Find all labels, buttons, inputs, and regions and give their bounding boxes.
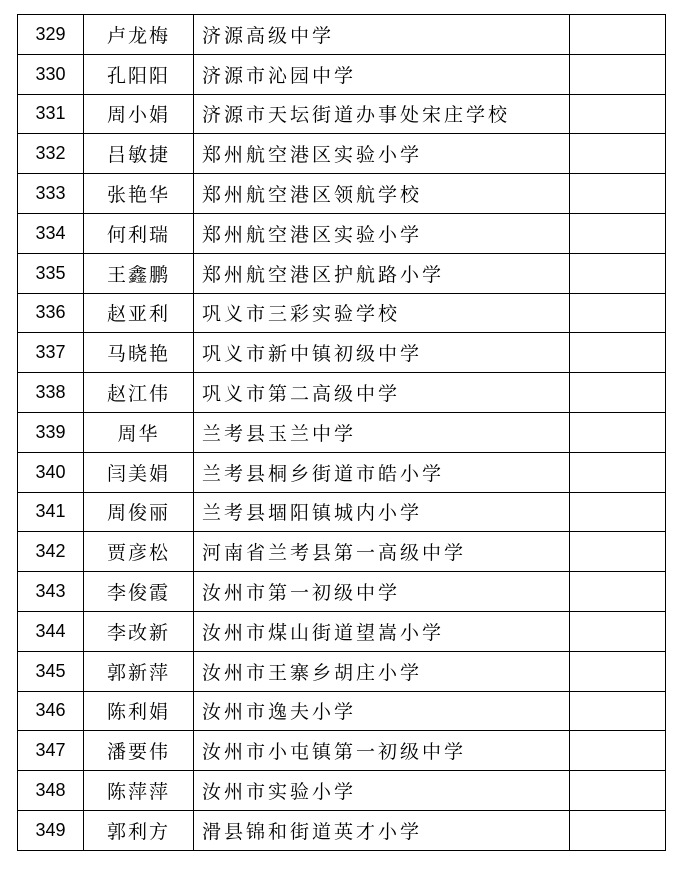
school-name-cell: 河南省兰考县第一高级中学: [194, 532, 570, 572]
remarks-cell: [570, 731, 666, 771]
remarks-cell: [570, 611, 666, 651]
school-name-cell: 济源高级中学: [194, 15, 570, 55]
row-number-cell: 346: [18, 691, 84, 731]
row-number-cell: 336: [18, 293, 84, 333]
remarks-cell: [570, 412, 666, 452]
remarks-cell: [570, 333, 666, 373]
teacher-name-cell: 郭新萍: [84, 651, 194, 691]
school-name-cell: 兰考县桐乡街道市皓小学: [194, 452, 570, 492]
table-row: [18, 333, 666, 373]
table-row: [18, 213, 666, 253]
remarks-cell: [570, 572, 666, 612]
row-number-cell: 329: [18, 15, 84, 55]
remarks-cell: [570, 452, 666, 492]
remarks-cell: [570, 134, 666, 174]
remarks-cell: [570, 253, 666, 293]
table-row: [18, 94, 666, 134]
school-name-cell: 郑州航空港区实验小学: [194, 213, 570, 253]
teacher-name-cell: 闫美娟: [84, 452, 194, 492]
school-name-cell: 济源市天坛街道办事处宋庄学校: [194, 94, 570, 134]
school-name-cell: 汝州市小屯镇第一初级中学: [194, 731, 570, 771]
table-row: [18, 731, 666, 771]
school-name-cell: 巩义市第二高级中学: [194, 373, 570, 413]
teacher-name-cell: 郭利方: [84, 810, 194, 850]
remarks-cell: [570, 94, 666, 134]
table-row: [18, 452, 666, 492]
teacher-name-cell: 李改新: [84, 611, 194, 651]
school-name-cell: 汝州市逸夫小学: [194, 691, 570, 731]
remarks-cell: [570, 54, 666, 94]
school-name-cell: 郑州航空港区领航学校: [194, 174, 570, 214]
row-number-cell: 347: [18, 731, 84, 771]
roster-table: [17, 14, 666, 851]
teacher-name-cell: 赵江伟: [84, 373, 194, 413]
teacher-name-cell: 潘要伟: [84, 731, 194, 771]
row-number-cell: 332: [18, 134, 84, 174]
row-number-cell: 341: [18, 492, 84, 532]
row-number-cell: 342: [18, 532, 84, 572]
teacher-name-cell: 孔阳阳: [84, 54, 194, 94]
remarks-cell: [570, 15, 666, 55]
remarks-cell: [570, 651, 666, 691]
table-row: [18, 134, 666, 174]
row-number-cell: 344: [18, 611, 84, 651]
table-row: [18, 15, 666, 55]
row-number-cell: 349: [18, 810, 84, 850]
row-number-cell: 338: [18, 373, 84, 413]
row-number-cell: 333: [18, 174, 84, 214]
table-row: [18, 293, 666, 333]
school-name-cell: 济源市沁园中学: [194, 54, 570, 94]
row-number-cell: 331: [18, 94, 84, 134]
teacher-name-cell: 吕敏捷: [84, 134, 194, 174]
row-number-cell: 339: [18, 412, 84, 452]
table-row: [18, 373, 666, 413]
school-name-cell: 汝州市实验小学: [194, 771, 570, 811]
school-name-cell: 郑州航空港区实验小学: [194, 134, 570, 174]
teacher-name-cell: 陈利娟: [84, 691, 194, 731]
table-row: [18, 54, 666, 94]
row-number-cell: 345: [18, 651, 84, 691]
teacher-name-cell: 张艳华: [84, 174, 194, 214]
teacher-name-cell: 王鑫鹏: [84, 253, 194, 293]
remarks-cell: [570, 293, 666, 333]
remarks-cell: [570, 771, 666, 811]
table-row: [18, 771, 666, 811]
table-row: [18, 572, 666, 612]
remarks-cell: [570, 810, 666, 850]
school-name-cell: 巩义市三彩实验学校: [194, 293, 570, 333]
table-row: [18, 253, 666, 293]
remarks-cell: [570, 174, 666, 214]
row-number-cell: 348: [18, 771, 84, 811]
table-row: [18, 651, 666, 691]
remarks-cell: [570, 492, 666, 532]
teacher-name-cell: 马晓艳: [84, 333, 194, 373]
teacher-name-cell: 赵亚利: [84, 293, 194, 333]
roster-table-body: [18, 15, 666, 851]
table-row: [18, 691, 666, 731]
row-number-cell: 334: [18, 213, 84, 253]
school-name-cell: 滑县锦和街道英才小学: [194, 810, 570, 850]
table-row: [18, 412, 666, 452]
teacher-name-cell: 周俊丽: [84, 492, 194, 532]
school-name-cell: 汝州市王寨乡胡庄小学: [194, 651, 570, 691]
remarks-cell: [570, 532, 666, 572]
row-number-cell: 335: [18, 253, 84, 293]
table-row: [18, 532, 666, 572]
remarks-cell: [570, 213, 666, 253]
table-row: [18, 174, 666, 214]
school-name-cell: 兰考县堌阳镇城内小学: [194, 492, 570, 532]
teacher-name-cell: 李俊霞: [84, 572, 194, 612]
remarks-cell: [570, 691, 666, 731]
table-row: [18, 810, 666, 850]
remarks-cell: [570, 373, 666, 413]
teacher-name-cell: 何利瑞: [84, 213, 194, 253]
row-number-cell: 340: [18, 452, 84, 492]
teacher-name-cell: 陈萍萍: [84, 771, 194, 811]
school-name-cell: 汝州市第一初级中学: [194, 572, 570, 612]
school-name-cell: 兰考县玉兰中学: [194, 412, 570, 452]
row-number-cell: 330: [18, 54, 84, 94]
teacher-name-cell: 贾彦松: [84, 532, 194, 572]
school-name-cell: 汝州市煤山街道望嵩小学: [194, 611, 570, 651]
row-number-cell: 337: [18, 333, 84, 373]
teacher-name-cell: 周华: [84, 412, 194, 452]
school-name-cell: 郑州航空港区护航路小学: [194, 253, 570, 293]
teacher-name-cell: 周小娟: [84, 94, 194, 134]
table-row: [18, 611, 666, 651]
table-row: [18, 492, 666, 532]
teacher-name-cell: 卢龙梅: [84, 15, 194, 55]
row-number-cell: 343: [18, 572, 84, 612]
school-name-cell: 巩义市新中镇初级中学: [194, 333, 570, 373]
